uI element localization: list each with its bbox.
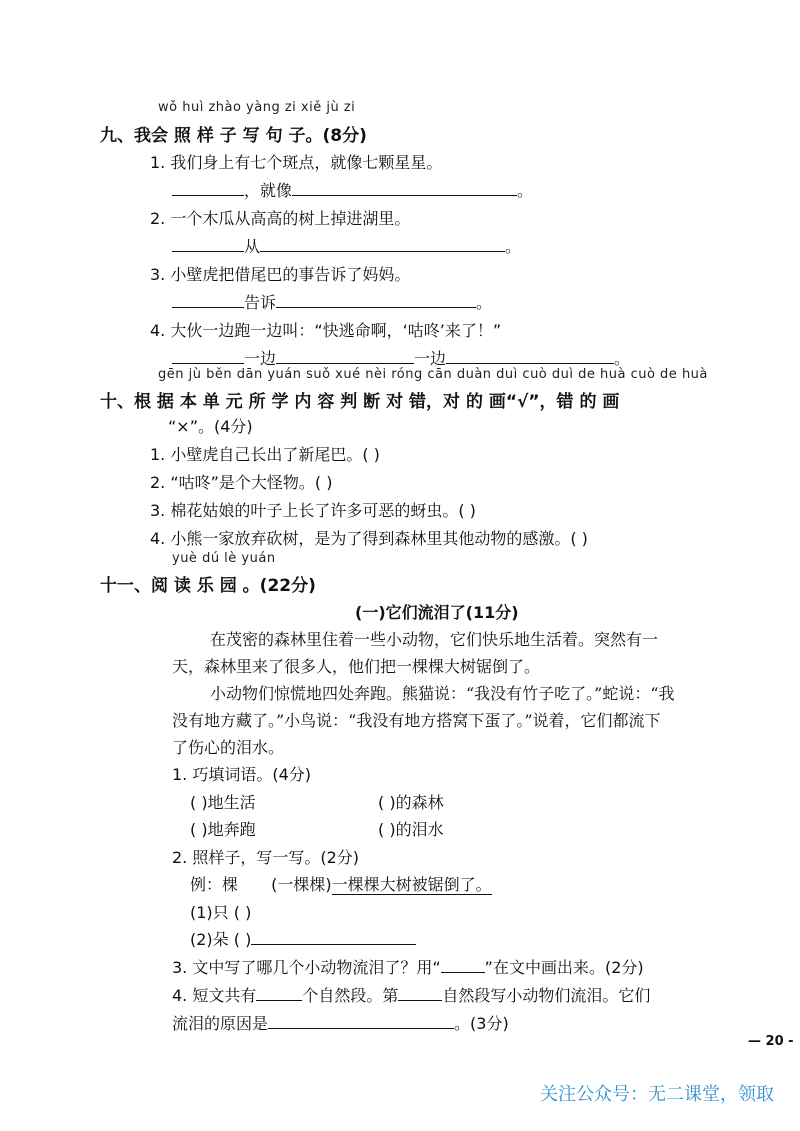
- page-number: — 20 -: [748, 1034, 794, 1049]
- q3-end: 。: [476, 293, 493, 312]
- blank-line[interactable]: [260, 236, 505, 252]
- section11-title: 十一、阅 读 乐 园 。(22分): [100, 576, 316, 596]
- q4-end: 。: [614, 349, 631, 368]
- q1-item-4[interactable]: ( )的泪水: [378, 820, 444, 839]
- blank-line[interactable]: [172, 236, 244, 252]
- q2-item-1[interactable]: (1)只 ( ): [190, 903, 252, 922]
- s10-item-1: 1. 小壁虎自己长出了新尾巴。( ): [150, 445, 380, 464]
- blank-line[interactable]: [398, 985, 442, 1001]
- blank-line[interactable]: [256, 985, 302, 1001]
- s10-item-4: 4. 小熊一家放弃砍树，是为了得到森林里其他动物的感激。( ): [150, 529, 588, 548]
- passage-p2c: 了伤心的泪水。: [172, 738, 285, 757]
- q2-example-b: 一棵棵大树被锯倒了。: [331, 875, 492, 894]
- q4-text-d: 流泪的原因是: [172, 1014, 269, 1033]
- blank-line[interactable]: [292, 180, 517, 196]
- s11-q3: [172, 955, 644, 978]
- passage-p2a: 小动物们惊慌地四处奔跑。熊猫说：“我没有竹子吃了。”蛇说：“我: [210, 684, 675, 703]
- q3-text-b: ”在文中画出来。(2分): [484, 958, 644, 977]
- s9-q2-answer[interactable]: [172, 234, 521, 257]
- q4-text-e: 。(3分): [454, 1014, 509, 1033]
- s11-q4-line2: [172, 1011, 509, 1034]
- s9-q3: 3. 小壁虎把借尾巴的事告诉了妈妈。: [150, 265, 411, 284]
- s10-item-2: 2. “咕咚”是个大怪物。( ): [150, 473, 333, 492]
- section10-title: 十、根 据 本 单 元 所 学 内 容 判 断 对 错，对 的 画“√”，错 的 画: [100, 392, 620, 412]
- s9-q3-answer[interactable]: [172, 290, 492, 313]
- q3-text-a: 3. 文中写了哪几个小动物流泪了？用“: [172, 958, 441, 977]
- s9-q4: 4. 大伙一边跑一边叫：“快逃命啊，‘咕咚’来了！”: [150, 321, 502, 340]
- passage-title: (一)它们流泪了(11分): [355, 603, 519, 622]
- blank-line[interactable]: [441, 957, 485, 973]
- section11-pinyin: yuè dú lè yuán: [172, 551, 276, 566]
- q4-text-c: 自然段写小动物们流泪。它们: [442, 986, 651, 1005]
- blank-line[interactable]: [251, 929, 416, 945]
- q2-example-label: 例：棵: [190, 875, 239, 894]
- blank-line[interactable]: [172, 292, 244, 308]
- passage-p2b: 没有地方藏了。”小鸟说：“我没有地方搭窝下蛋了。”说着，它们都流下: [172, 711, 661, 730]
- section10-pinyin: gēn jù běn dān yuán suǒ xué nèi róng cān duàn duì cuò duì de huà cuò de huà: [158, 367, 708, 382]
- q2-item-2[interactable]: [190, 927, 416, 950]
- s11-q1: 1. 巧填词语。(4分): [172, 765, 312, 784]
- blank-line[interactable]: [276, 348, 414, 364]
- footer-promo: 关注公众号：无二课堂，领取: [540, 1084, 774, 1105]
- q4-text-a: 4. 短文共有: [172, 986, 257, 1005]
- s9-q1-answer[interactable]: [172, 178, 533, 201]
- q2-mid: 从: [244, 237, 261, 256]
- q1-item-2[interactable]: ( )的森林: [378, 793, 444, 812]
- q4-mid2: 一边: [414, 349, 447, 368]
- section9-title: 九、我会 照 样 子 写 句 子。(8分): [100, 126, 367, 146]
- q2-example-a: (一棵棵): [271, 875, 332, 894]
- q1-item-1[interactable]: ( )地生活: [190, 793, 256, 812]
- passage-p1a: 在茂密的森林里住着一些小动物，它们快乐地生活着。突然有一: [210, 630, 659, 649]
- blank-line[interactable]: [172, 348, 244, 364]
- s10-item-3: 3. 棉花姑娘的叶子上长了许多可恶的蚜虫。( ): [150, 501, 476, 520]
- blank-line[interactable]: [268, 1013, 454, 1029]
- q2-end: 。: [505, 237, 522, 256]
- q2-example: [190, 872, 492, 895]
- q3-mid: 告诉: [244, 293, 277, 312]
- section9-pinyin: wǒ huì zhào yàng zi xiě jù zi: [158, 100, 356, 115]
- blank-line[interactable]: [276, 292, 476, 308]
- q2-item-2-text: (2)朵 ( ): [190, 930, 252, 949]
- s11-q2: 2. 照样子，写一写。(2分): [172, 848, 360, 867]
- blank-line[interactable]: [446, 348, 614, 364]
- q4-mid1: 一边: [244, 349, 277, 368]
- blank-line[interactable]: [172, 180, 244, 196]
- passage-p1b: 天，森林里来了很多人，他们把一棵棵大树锯倒了。: [172, 657, 541, 676]
- q1-item-3[interactable]: ( )地奔跑: [190, 820, 256, 839]
- s9-q1: 1. 我们身上有七个斑点，就像七颗星星。: [150, 153, 443, 172]
- q4-text-b: 个自然段。第: [302, 986, 399, 1005]
- s9-q4-answer[interactable]: [172, 346, 630, 369]
- q1-mid: ，就像: [244, 181, 293, 200]
- s9-q2: 2. 一个木瓜从高高的树上掉进湖里。: [150, 209, 411, 228]
- s11-q4: [172, 983, 650, 1006]
- q1-end: 。: [517, 181, 534, 200]
- section10-title-cont: “×”。(4分): [168, 417, 253, 436]
